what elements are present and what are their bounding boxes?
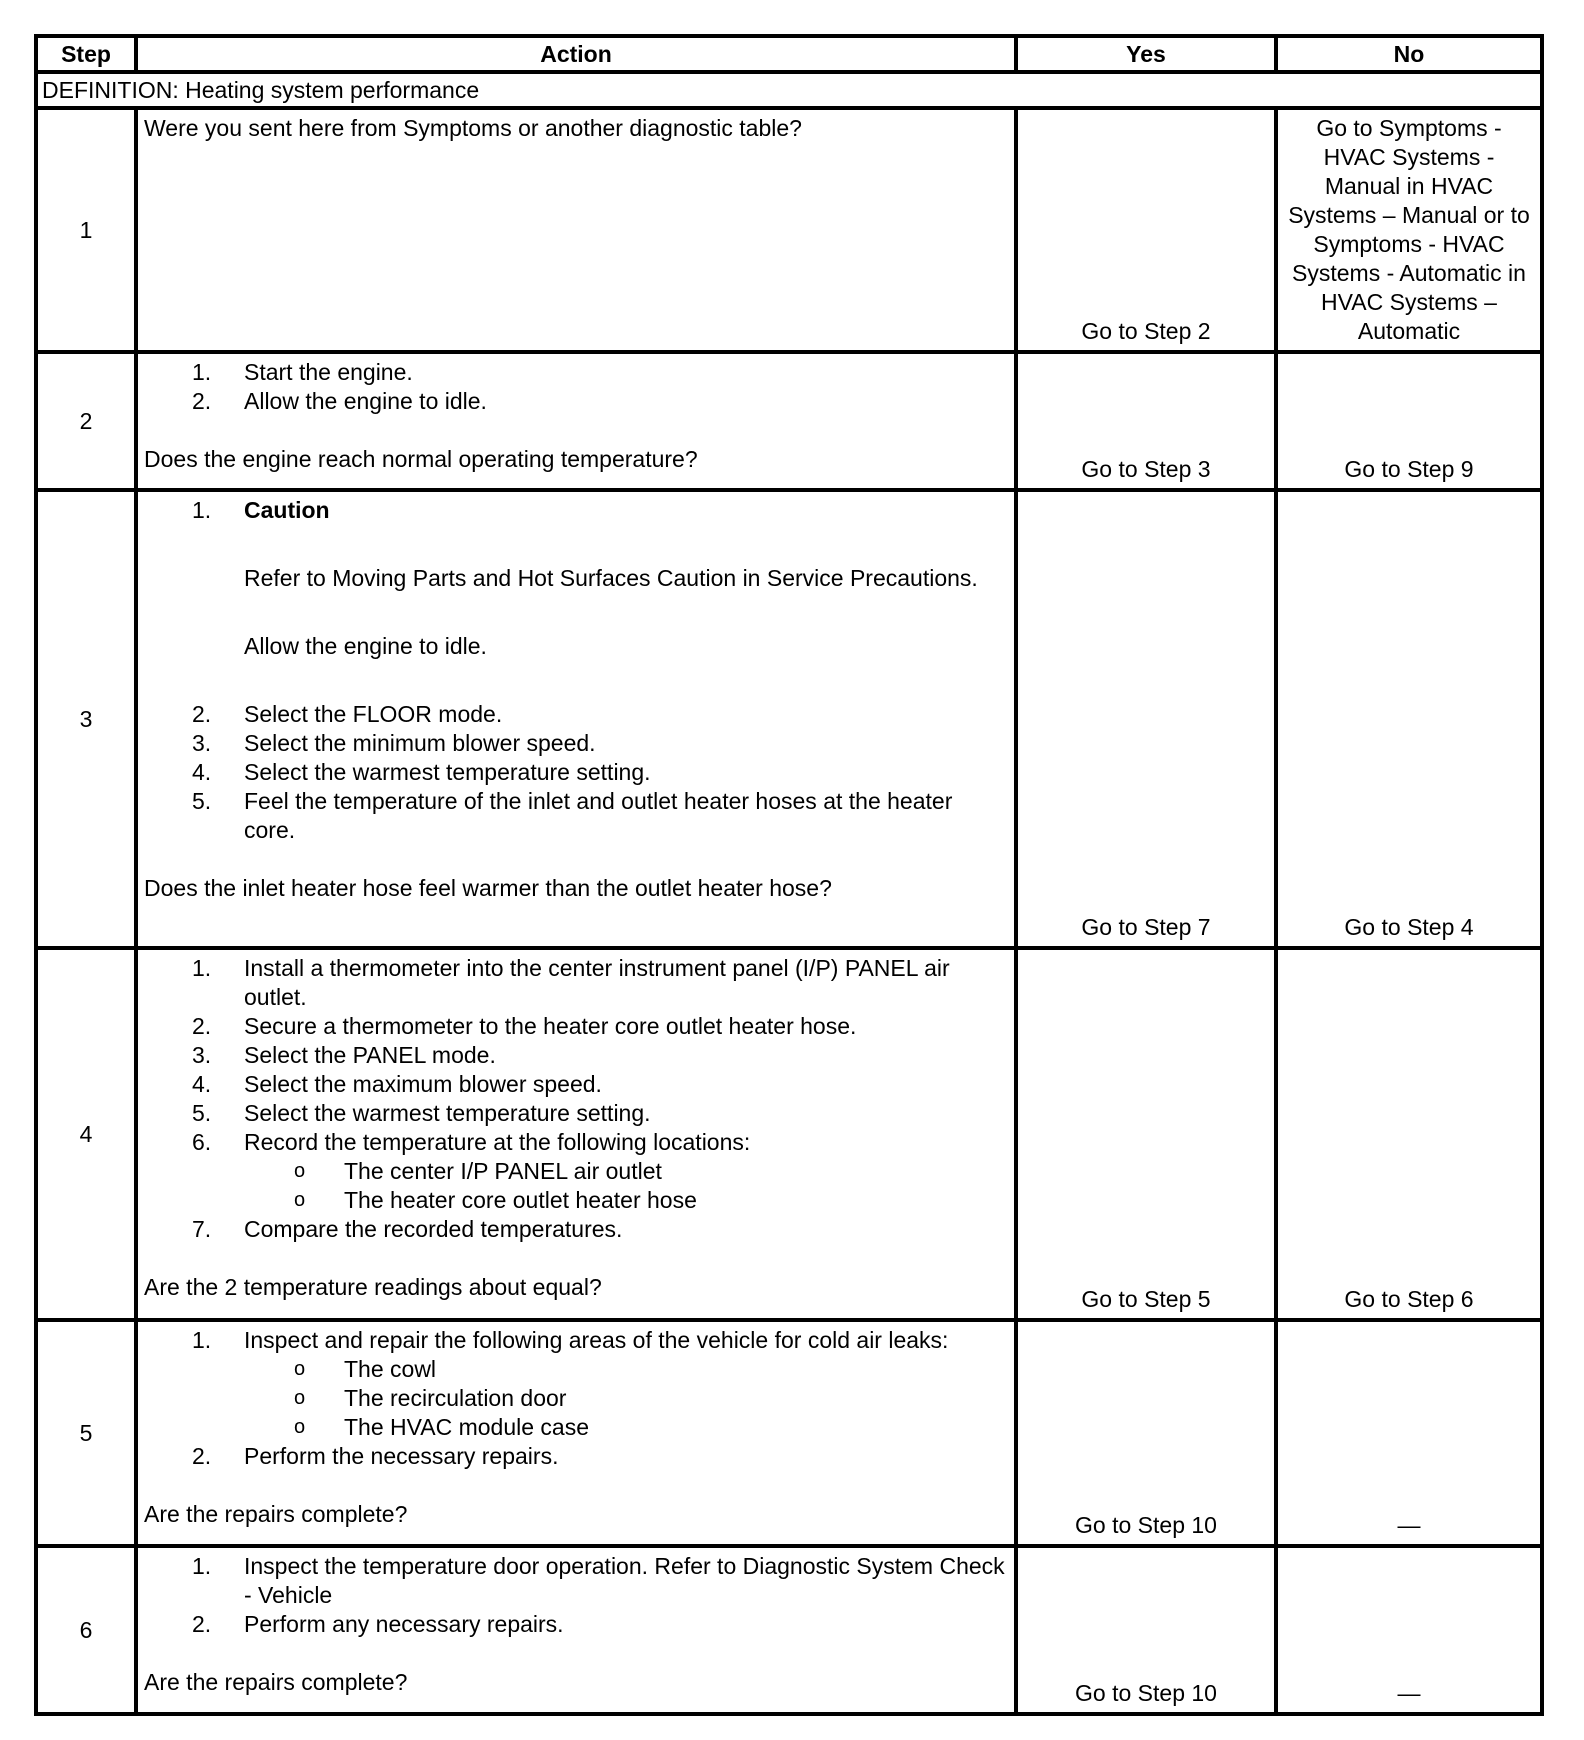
action-step: 3. Select the PANEL mode. [192, 1042, 496, 1068]
action-step: 6. Record the temperature at the following locations: o The center I/P PANEL air outlet o The heater core outlet heater hose [144, 1128, 1008, 1215]
action-steps [144, 496, 1008, 845]
step-number: 3 [36, 490, 136, 948]
action-step: 1. Inspect the temperature door operation. Refer to Diagnostic System Check - Vehicle [192, 1553, 1005, 1608]
no-cell: Go to Symptoms - HVAC Systems - Manual in HVAC Systems – Manual or to Symptoms - HVAC Systems - Automatic in HVAC Systems – Automatic [1276, 108, 1542, 352]
bullet-item: o The heater core outlet heater hose [294, 1187, 697, 1213]
bullet-item: o The HVAC module case [294, 1414, 590, 1440]
action-steps [144, 954, 1008, 1244]
header-yes: Yes [1016, 36, 1276, 72]
action-question: Are the repairs complete? [144, 1669, 408, 1695]
bullet-item: o The center I/P PANEL air outlet [294, 1158, 662, 1184]
action-step: 5. Select the warmest temperature setting. [192, 1100, 651, 1126]
action-cell [136, 490, 1016, 948]
action-step: 5. Feel the temperature of the inlet and outlet heater hoses at the heater core. [192, 788, 953, 843]
action-step: 1. Install a thermometer into the center instrument panel (I/P) PANEL air outlet. [192, 955, 950, 1010]
step-number: 4 [36, 948, 136, 1320]
yes-cell: Go to Step 7 [1016, 490, 1276, 948]
table-row [36, 1320, 1542, 1546]
step-number: 6 [36, 1546, 136, 1714]
yes-cell: Go to Step 3 [1016, 352, 1276, 490]
action-step: 2. Select the FLOOR mode. [192, 701, 503, 727]
sub-bullets [144, 1157, 1008, 1215]
action-cell [136, 1546, 1016, 1714]
bullet-item: o The cowl [294, 1356, 437, 1382]
action-cell [136, 352, 1016, 490]
action-question: Does the inlet heater hose feel warmer than the outlet heater hose? [144, 875, 832, 901]
bullet-item: o The recirculation door [294, 1385, 567, 1411]
action-cell [136, 1320, 1016, 1546]
table-row [36, 352, 1542, 490]
no-cell: Go to Step 9 [1276, 352, 1542, 490]
action-step: 1. Start the engine. [192, 359, 413, 385]
caution-instruction: Allow the engine to idle. [244, 633, 487, 659]
header-no: No [1276, 36, 1542, 72]
action-steps [144, 1552, 1008, 1639]
no-cell: — [1276, 1546, 1542, 1714]
caution-text: Refer to Moving Parts and Hot Surfaces Caution in Service Precautions. [244, 565, 978, 591]
no-cell: Go to Step 6 [1276, 948, 1542, 1320]
action-step-caution: 1. Caution Refer to Moving Parts and Hot Surfaces Caution in Service Precautions. Allow the engine to idle. [144, 496, 1008, 661]
definition-text: DEFINITION: Heating system performance [36, 72, 1542, 108]
action-step: 2. Secure a thermometer to the heater core outlet heater hose. [192, 1013, 857, 1039]
yes-cell: Go to Step 10 [1016, 1546, 1276, 1714]
action-step: 2. Allow the engine to idle. [192, 388, 487, 414]
no-cell: — [1276, 1320, 1542, 1546]
action-question: Are the 2 temperature readings about equal? [144, 1274, 602, 1300]
action-step: 3. Select the minimum blower speed. [192, 730, 596, 756]
diagnostic-table [34, 34, 1544, 1716]
header-step: Step [36, 36, 136, 72]
action-step: 2. Perform the necessary repairs. [192, 1443, 559, 1469]
step-number: 1 [36, 108, 136, 352]
step-number: 2 [36, 352, 136, 490]
no-cell: Go to Step 4 [1276, 490, 1542, 948]
action-step: 4. Select the warmest temperature setting. [192, 759, 651, 785]
action-step: 2. Perform any necessary repairs. [192, 1611, 564, 1637]
step-number: 5 [36, 1320, 136, 1546]
definition-row [36, 72, 1542, 108]
action-steps [144, 1326, 1008, 1471]
action-steps [144, 358, 1008, 416]
header-row [36, 36, 1542, 72]
yes-cell: Go to Step 10 [1016, 1320, 1276, 1546]
table-row [36, 1546, 1542, 1714]
action-question: Were you sent here from Symptoms or another diagnostic table? [144, 115, 802, 141]
action-step: 1. Inspect and repair the following areas of the vehicle for cold air leaks: o The cowl o The recirculation door o The HVAC module case [144, 1326, 1008, 1442]
action-cell [136, 108, 1016, 352]
caution-title: Caution [244, 497, 330, 523]
table-row [36, 490, 1542, 948]
sub-bullets [144, 1355, 1008, 1442]
yes-cell: Go to Step 5 [1016, 948, 1276, 1320]
action-question: Are the repairs complete? [144, 1501, 408, 1527]
action-step: 4. Select the maximum blower speed. [192, 1071, 602, 1097]
table-row [36, 108, 1542, 352]
action-cell [136, 948, 1016, 1320]
yes-cell: Go to Step 2 [1016, 108, 1276, 352]
action-step: 7. Compare the recorded temperatures. [192, 1216, 623, 1242]
table-row [36, 948, 1542, 1320]
header-action: Action [136, 36, 1016, 72]
action-question: Does the engine reach normal operating temperature? [144, 446, 698, 472]
